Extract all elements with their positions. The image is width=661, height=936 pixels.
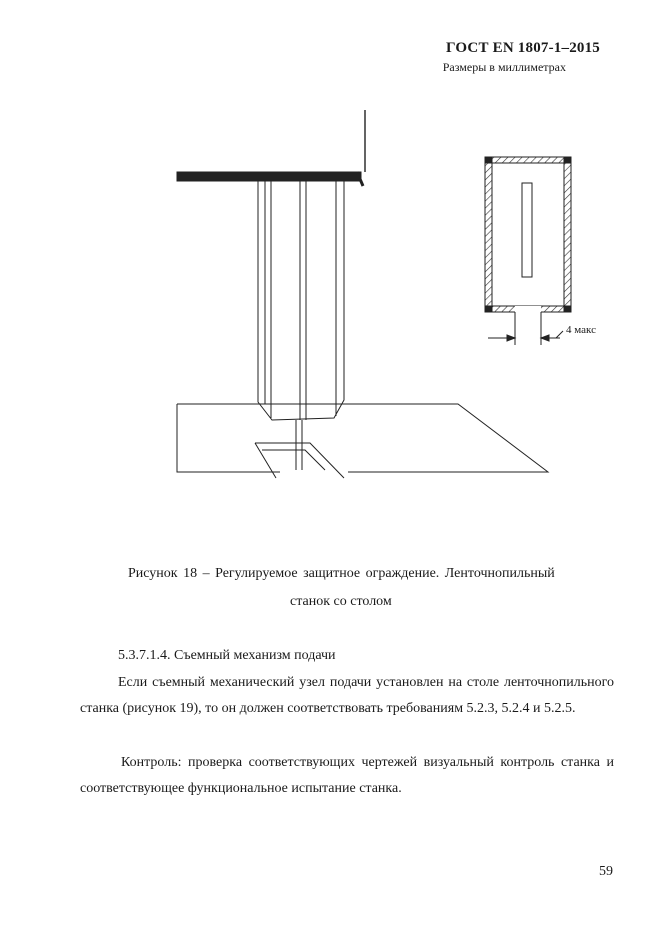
guard-section-view bbox=[485, 157, 571, 345]
page-number: 59 bbox=[599, 864, 613, 879]
standard-number: ГОСТ EN 1807-1–2015 bbox=[446, 40, 600, 56]
section-heading: 5.3.7.1.4. Съемный механизм подачи bbox=[118, 648, 336, 663]
table-slot bbox=[255, 443, 344, 478]
dim-arrow-right bbox=[541, 335, 549, 341]
units-note: Размеры в миллиметрах bbox=[442, 60, 566, 74]
corner-bl bbox=[485, 306, 492, 312]
table-outline bbox=[177, 404, 548, 472]
corner-br bbox=[564, 306, 571, 312]
dim-leader bbox=[556, 331, 563, 338]
corner-tr bbox=[564, 157, 571, 163]
figure-caption-line1: Рисунок 18 – Регулируемое защитное ограждение. Ленточнопильный bbox=[128, 566, 555, 581]
dimension-label: 4 макс bbox=[566, 324, 596, 336]
paragraph-requirements: Если съемный механический узел подачи установлен на столе ленточнопильного станка (рисунок 19), то он должен соответствовать требованиям 5.2.3, 5.2.4 и 5.2.5. bbox=[80, 675, 614, 716]
dim-arrow-left bbox=[507, 335, 515, 341]
paragraph-verification: Контроль: проверка соответствующих чертежей визуальный контроль станка и соответствующее функциональное испытание станка. bbox=[80, 755, 614, 796]
figure-caption-line2: станок со столом bbox=[290, 594, 392, 609]
blade-section bbox=[522, 183, 532, 277]
bottom-gap bbox=[515, 306, 541, 313]
corner-tl bbox=[485, 157, 492, 163]
